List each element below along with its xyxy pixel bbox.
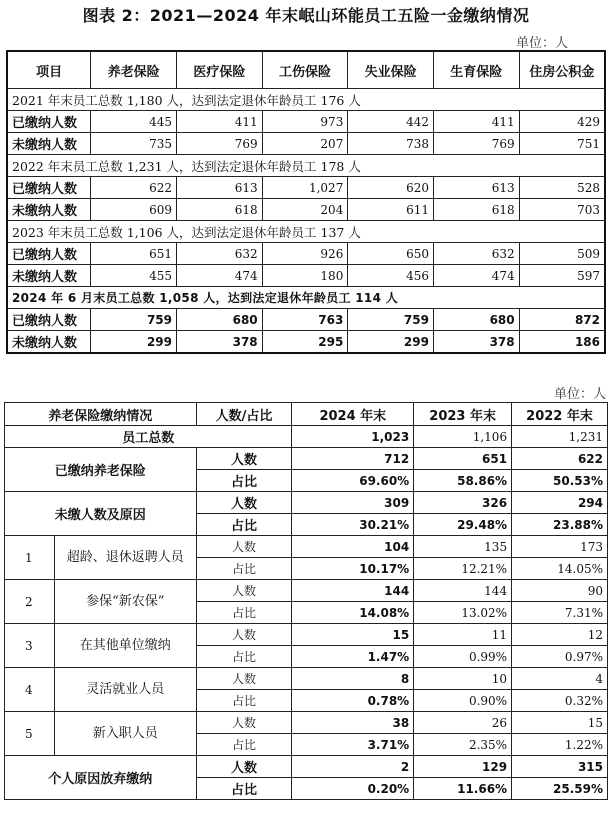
cell-value: 738 <box>348 133 434 155</box>
unit-label-top: 单位：人 <box>515 36 568 51</box>
cell-value: 735 <box>91 133 177 155</box>
cell-value: 455 <box>91 265 177 287</box>
cell-value: 11 <box>414 624 512 646</box>
row-label: 已缴纳人数 <box>7 111 91 133</box>
cell-value: 597 <box>519 265 605 287</box>
reason-label: 在其他单位缴纳 <box>54 624 196 668</box>
cell-value: 0.90% <box>414 690 512 712</box>
cell-value: 429 <box>519 111 605 133</box>
cell-value: 712 <box>292 448 414 470</box>
cell-value: 759 <box>348 309 434 331</box>
cell-value: 445 <box>91 111 177 133</box>
category-label: 未缴人数及原因 <box>5 492 197 536</box>
cell-value: 0.78% <box>292 690 414 712</box>
total-employees-label: 员工总数 <box>5 426 292 448</box>
section-caption: 2024 年 6 月末员工总数 1,058 人，达到法定退休年龄员工 114 人 <box>7 287 605 309</box>
table-row <box>5 536 608 558</box>
cell-value: 769 <box>433 133 519 155</box>
cell-value: 378 <box>177 331 263 354</box>
cell-value: 173 <box>512 536 608 558</box>
table-row <box>7 243 605 265</box>
cell-value: 474 <box>177 265 263 287</box>
cell-value: 144 <box>414 580 512 602</box>
cell-value: 613 <box>177 177 263 199</box>
cell-value: 632 <box>177 243 263 265</box>
header-cell: 住房公积金 <box>519 51 605 89</box>
cell-value: 751 <box>519 133 605 155</box>
header-cell: 2022 年末 <box>512 403 608 426</box>
metric-label: 占比 <box>196 734 292 756</box>
section-caption: 2021 年末员工总数 1,180 人，达到法定退休年龄员工 176 人 <box>7 89 605 111</box>
cell-value: 58.86% <box>414 470 512 492</box>
row-label: 已缴纳人数 <box>7 243 91 265</box>
cell-value: 299 <box>91 331 177 354</box>
cell-value: 309 <box>292 492 414 514</box>
cell-value: 0.97% <box>512 646 608 668</box>
cell-value: 12.21% <box>414 558 512 580</box>
table-row <box>7 177 605 199</box>
cell-value: 611 <box>348 199 434 221</box>
cell-value: 294 <box>512 492 608 514</box>
table-header-row <box>7 51 605 89</box>
cell-value: 0.20% <box>292 778 414 800</box>
table-row <box>7 111 605 133</box>
table-row <box>5 580 608 602</box>
metric-label: 占比 <box>196 778 292 800</box>
cell-value: 528 <box>519 177 605 199</box>
reason-index: 5 <box>5 712 55 756</box>
table-row <box>5 668 608 690</box>
cell-value: 650 <box>348 243 434 265</box>
table-row <box>5 492 608 514</box>
cell-value: 12 <box>512 624 608 646</box>
cell-value: 1,023 <box>292 426 414 448</box>
cell-value: 10.17% <box>292 558 414 580</box>
metric-label: 占比 <box>196 514 292 536</box>
cell-value: 759 <box>91 309 177 331</box>
header-cell: 工伤保险 <box>262 51 348 89</box>
cell-value: 613 <box>433 177 519 199</box>
row-label: 未缴纳人数 <box>7 265 91 287</box>
header-cell: 养老保险缴纳情况 <box>5 403 197 426</box>
metric-label: 人数 <box>196 536 292 558</box>
table-row <box>5 756 608 778</box>
metric-label: 占比 <box>196 690 292 712</box>
cell-value: 26 <box>414 712 512 734</box>
cell-value: 186 <box>519 331 605 354</box>
cell-value: 15 <box>512 712 608 734</box>
cell-value: 38 <box>292 712 414 734</box>
header-cell: 养老保险 <box>91 51 177 89</box>
cell-value: 442 <box>348 111 434 133</box>
reason-index: 3 <box>5 624 55 668</box>
cell-value: 295 <box>262 331 348 354</box>
cell-value: 7.31% <box>512 602 608 624</box>
cell-value: 0.99% <box>414 646 512 668</box>
cell-value: 315 <box>512 756 608 778</box>
metric-label: 人数 <box>196 580 292 602</box>
reason-label: 超龄、退休返聘人员 <box>54 536 196 580</box>
table-row <box>7 199 605 221</box>
cell-value: 207 <box>262 133 348 155</box>
cell-value: 11.66% <box>414 778 512 800</box>
table-row <box>7 133 605 155</box>
cell-value: 69.60% <box>292 470 414 492</box>
cell-value: 10 <box>414 668 512 690</box>
cell-value: 90 <box>512 580 608 602</box>
cell-value: 680 <box>177 309 263 331</box>
cell-value: 620 <box>348 177 434 199</box>
cell-value: 0.32% <box>512 690 608 712</box>
cell-value: 29.48% <box>414 514 512 536</box>
section-caption-row <box>7 89 605 111</box>
reason-index: 1 <box>5 536 55 580</box>
cell-value: 4 <box>512 668 608 690</box>
cell-value: 622 <box>512 448 608 470</box>
cell-value: 326 <box>414 492 512 514</box>
cell-value: 23.88% <box>512 514 608 536</box>
metric-label: 人数 <box>196 668 292 690</box>
cell-value: 30.21% <box>292 514 414 536</box>
category-label: 已缴纳养老保险 <box>5 448 197 492</box>
cell-value: 104 <box>292 536 414 558</box>
table-row <box>7 265 605 287</box>
reason-label: 新入职人员 <box>54 712 196 756</box>
metric-label: 占比 <box>196 470 292 492</box>
cell-value: 651 <box>91 243 177 265</box>
cell-value: 411 <box>433 111 519 133</box>
metric-label: 人数 <box>196 624 292 646</box>
cell-value: 135 <box>414 536 512 558</box>
cell-value: 204 <box>262 199 348 221</box>
cell-value: 2.35% <box>414 734 512 756</box>
cell-value: 378 <box>433 331 519 354</box>
row-label: 已缴纳人数 <box>7 309 91 331</box>
table-row <box>5 712 608 734</box>
cell-value: 622 <box>91 177 177 199</box>
cell-value: 474 <box>433 265 519 287</box>
metric-label: 占比 <box>196 602 292 624</box>
cell-value: 129 <box>414 756 512 778</box>
cell-value: 14.05% <box>512 558 608 580</box>
cell-value: 680 <box>433 309 519 331</box>
header-cell: 项目 <box>7 51 91 89</box>
metric-label: 人数 <box>196 712 292 734</box>
cell-value: 180 <box>262 265 348 287</box>
metric-label: 人数 <box>196 756 292 778</box>
insurance-summary-table <box>6 50 606 354</box>
table-header-row <box>5 403 608 426</box>
header-cell: 2024 年末 <box>292 403 414 426</box>
section-caption: 2022 年末员工总数 1,231 人，达到法定退休年龄员工 178 人 <box>7 155 605 177</box>
metric-label: 占比 <box>196 558 292 580</box>
metric-label: 人数 <box>196 448 292 470</box>
cell-value: 25.59% <box>512 778 608 800</box>
header-cell: 失业保险 <box>348 51 434 89</box>
header-cell: 2023 年末 <box>414 403 512 426</box>
cell-value: 1.47% <box>292 646 414 668</box>
header-cell: 医疗保险 <box>177 51 263 89</box>
table-row <box>7 309 605 331</box>
cell-value: 651 <box>414 448 512 470</box>
reason-index: 4 <box>5 668 55 712</box>
cell-value: 973 <box>262 111 348 133</box>
cell-value: 456 <box>348 265 434 287</box>
pension-detail-table <box>4 402 608 800</box>
cell-value: 411 <box>177 111 263 133</box>
cell-value: 926 <box>262 243 348 265</box>
section-caption-row <box>7 221 605 243</box>
header-cell: 生育保险 <box>433 51 519 89</box>
cell-value: 609 <box>91 199 177 221</box>
cell-value: 299 <box>348 331 434 354</box>
figure-title: 图表 2：2021—2024 年末岷山环能员工五险一金缴纳情况 <box>82 6 530 25</box>
cell-value: 14.08% <box>292 602 414 624</box>
header-cell: 人数/占比 <box>196 403 292 426</box>
section-caption-row <box>7 155 605 177</box>
section-caption-row <box>7 287 605 309</box>
row-label: 未缴纳人数 <box>7 199 91 221</box>
cell-value: 1,106 <box>414 426 512 448</box>
metric-label: 占比 <box>196 646 292 668</box>
category-label: 个人原因放弃缴纳 <box>5 756 197 800</box>
reason-index: 2 <box>5 580 55 624</box>
cell-value: 632 <box>433 243 519 265</box>
reason-label: 参保“新农保” <box>54 580 196 624</box>
unit-label-bottom: 单位：人 <box>553 387 606 402</box>
cell-value: 2 <box>292 756 414 778</box>
cell-value: 8 <box>292 668 414 690</box>
cell-value: 763 <box>262 309 348 331</box>
row-label: 未缴纳人数 <box>7 133 91 155</box>
table-row <box>5 448 608 470</box>
cell-value: 618 <box>177 199 263 221</box>
cell-value: 703 <box>519 199 605 221</box>
cell-value: 50.53% <box>512 470 608 492</box>
section-caption: 2023 年末员工总数 1,106 人，达到法定退休年龄员工 137 人 <box>7 221 605 243</box>
cell-value: 3.71% <box>292 734 414 756</box>
table-row <box>5 426 608 448</box>
cell-value: 1,027 <box>262 177 348 199</box>
row-label: 已缴纳人数 <box>7 177 91 199</box>
table-row <box>7 331 605 354</box>
row-label: 未缴纳人数 <box>7 331 91 354</box>
cell-value: 509 <box>519 243 605 265</box>
metric-label: 人数 <box>196 492 292 514</box>
cell-value: 1.22% <box>512 734 608 756</box>
table-row <box>5 624 608 646</box>
cell-value: 13.02% <box>414 602 512 624</box>
cell-value: 872 <box>519 309 605 331</box>
cell-value: 1,231 <box>512 426 608 448</box>
cell-value: 769 <box>177 133 263 155</box>
cell-value: 144 <box>292 580 414 602</box>
cell-value: 15 <box>292 624 414 646</box>
cell-value: 618 <box>433 199 519 221</box>
reason-label: 灵活就业人员 <box>54 668 196 712</box>
